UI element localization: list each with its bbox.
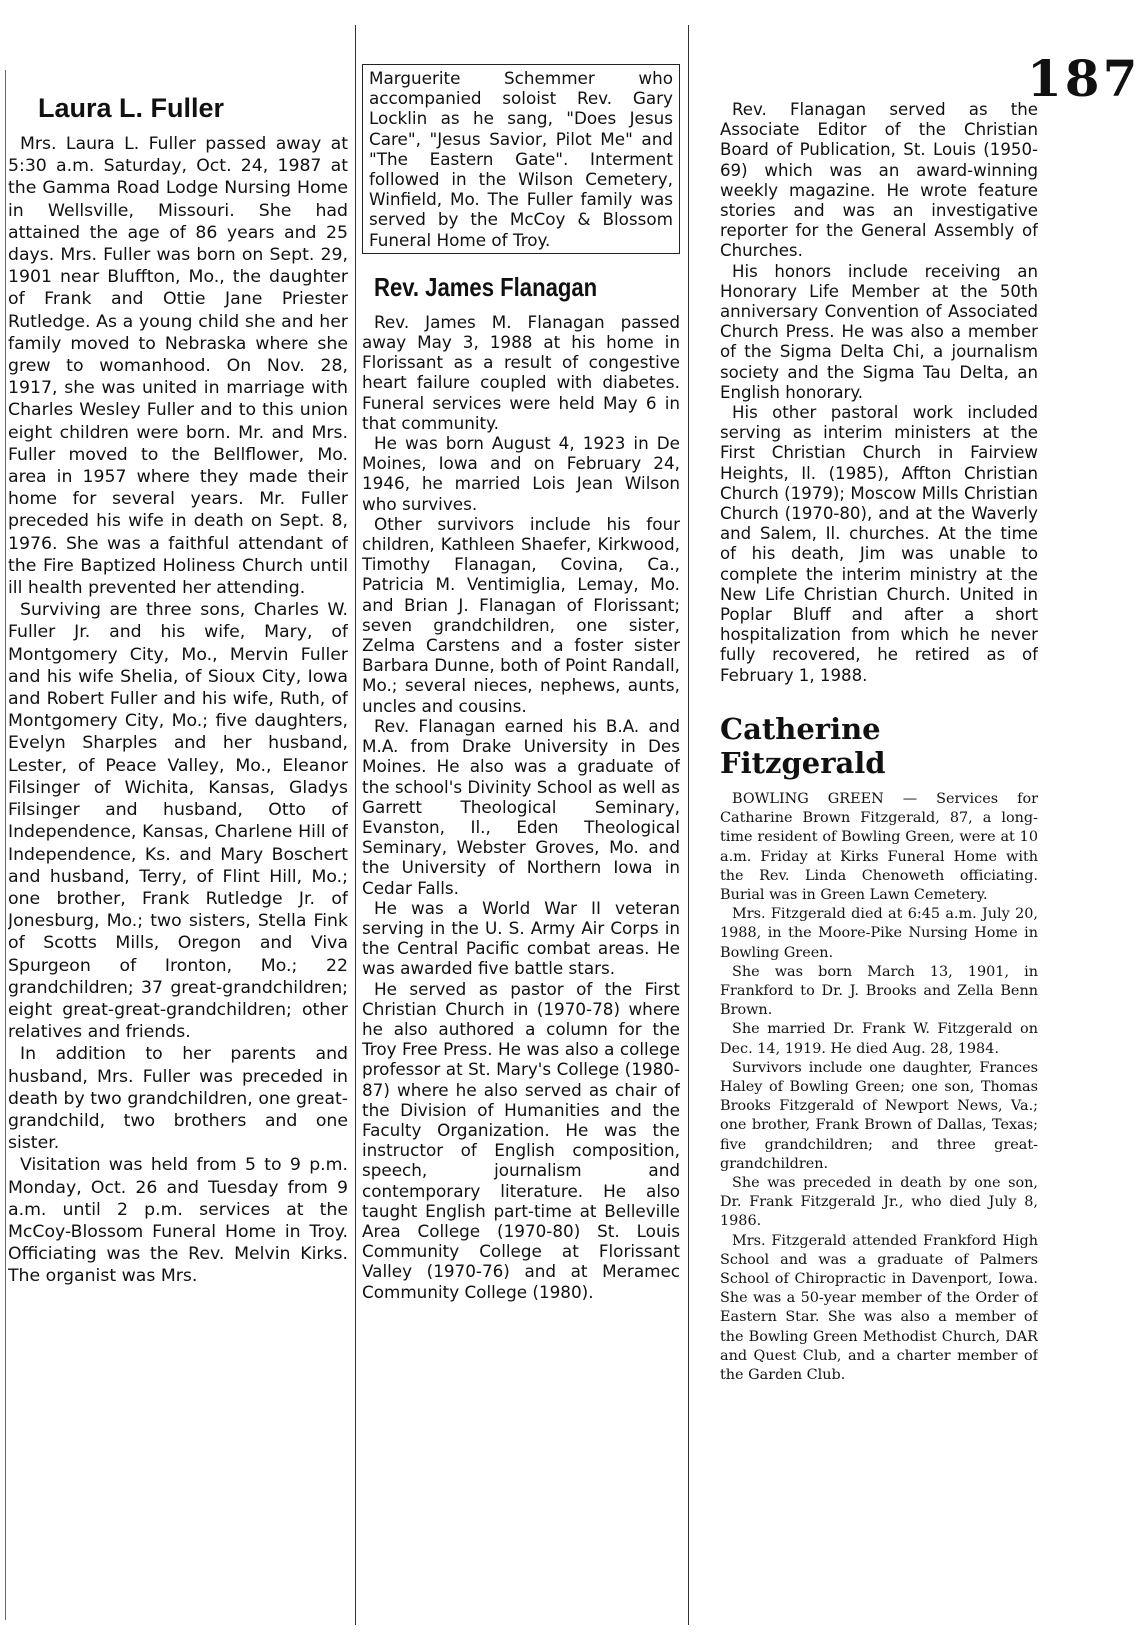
column-1 (8, 92, 348, 1634)
paragraph: Visitation was held from 5 to 9 p.m. Monday, Oct. 26 and Tuesday from 9 a.m. until 2 p.m. services at the McCoy-Blossom Funeral Home in Troy. Officiating was the Rev. Melvin Kirks. The organist was Mrs. (8, 1155, 348, 1287)
paragraph: He was a World War II veteran serving in the U. S. Army Air Corps in the Central Pacific combat areas. He was awarded five battle stars. (362, 897, 680, 979)
paragraph: Rev. Flanagan served as the Associate Editor of the Christian Board of Publication, St. Louis (1950-69) which was an award-winning weekly magazine. He wrote feature stories and was an investigative reporter for the General Assembly of Churches. (720, 100, 1038, 261)
paragraph: She married Dr. Frank W. Fitzgerald on Dec. 14, 1919. He died Aug. 28, 1984. (720, 1021, 1038, 1057)
paragraph: He served as pastor of the First Christian Church in (1970-78) where he also authored a column for the Troy Free Press. He was also a college professor at St. Mary's College (1980-87) where he also served as chair of the Division of Humanities and the Faculty Organization. He was the instructor of English composition, speech, journalism and contemporary literature. He also taught English part-time at Belleville Area College (1970-80) St. Louis Community College at Florissant Valley (1970-76) and at Meramec Community College (1980). (362, 978, 680, 1302)
paragraph: Rev. Flanagan earned his B.A. and M.A. from Drake University in Des Moines. He also was a graduate of the school's Divinity School as well as Garrett Theological Seminary, Evanston, Il., Eden Theological Seminary, Webster Groves, Mo. and the University of Northern Iowa in Cedar Falls. (362, 715, 680, 898)
paragraph: Surviving are three sons, Charles W. Fuller Jr. and his wife, Mary, of Montgomery City, Mo., Mervin Fuller and his wife Shelia, of Sioux City, Iowa and Robert Fuller and his wife, Ruth, of Montgomery City, Mo.; five daughters, Evelyn Sharples and her husband, Lester, of Peace Valley, Mo., Eleanor Filsinger of Wichita, Kansas, Gladys Filsinger and husband, Otto of Independence, Kansas, Charlene Hill of Independence, Ks. and Mary Boschert and husband, Terry, of Flint Hill, Mo.; one brother, Frank Rutledge Jr. of Jonesburg, Mo.; two sisters, Stella Fink of Scotts Mills, Oregon and Viva Spurgeon of Ironton, Mo.; 22 grandchildren; 37 great-grandchildren; eight great-great-grandchildren; other relatives and friends. (8, 600, 348, 1043)
paragraph: Mrs. Fitzgerald died at 6:45 a.m. July 20, 1988, in the Moore-Pike Nursing Home in Bowling Green. (720, 906, 1038, 961)
paragraph: Rev. James M. Flanagan passed away May 3, 1988 at his home in Florissant as a result of congestive heart failure coupled with diabetes. Funeral services were held May 6 in that community. (362, 311, 680, 433)
paragraph: She was preceded in death by one son, Dr. Frank Fitzgerald Jr., who died July 8, 1986. (720, 1174, 1038, 1230)
obituary-heading-fitzgerald: Catherine Fitzgerald (720, 711, 886, 780)
paragraph: His honors include receiving an Honorary Life Member at the 50th anniversary Convention of Associated Church Press. He was also a member of the Sigma Delta Chi, a journalism society and the Sigma Tau Delta, an English honorary. (720, 261, 1038, 402)
column-2 (362, 64, 680, 1584)
paragraph: Mrs. Fitzgerald attended Frankford High School and was a graduate of Palmers School of Chiropractic in Davenport, Iowa. She was a 50-year member of the Order of Eastern Star. She was also a member of the Bowling Green Methodist Church, DAR and Quest Club, and a charter member of the Garden Club. (720, 1232, 1038, 1383)
paragraph: Survivors include one daughter, Frances Haley of Bowling Green; one son, Thomas Brooks Fitzgerald of Newport News, Va.; one brother, Frank Brown of Dallas, Texas; five grandchildren; and three great-grandchildren. (720, 1059, 1038, 1172)
paragraph: Mrs. Laura L. Fuller passed away at 5:30 a.m. Saturday, Oct. 24, 1987 at the Gamma Road Lodge Nursing Home in Wellsville, Missouri. She had attained the age of 86 years and 25 days. Mrs. Fuller was born on Sept. 29, 1901 near Bluffton, Mo., the daughter of Frank and Ottie Jane Priester Rutledge. As a young child she and her family moved to Nebraska where she grew to womanhood. On Nov. 28, 1917, she was united in marriage with Charles Wesley Fuller and to this union eight children were born. Mr. and Mrs. Fuller moved to the Bellflower, Mo. area in 1957 where they made their home for several years. Mr. Fuller preceded his wife in death on Sept. 8, 1976. She was a faithful attendant of the Fire Baptized Holiness Church until ill health prevented her attending. (8, 134, 348, 599)
paragraph: Other survivors include his four children, Kathleen Shaefer, Kirkwood, Timothy Flanagan, Covina, Ca., Patricia M. Ventimiglia, Lemay, Mo. and Brian J. Flanagan of Florissant; seven grandchildren, one sister, Zelma Carstens and a foster sister Barbara Dunne, both of Point Randall, Mo.; several nieces, nephews, aunts, uncles and cousins. (362, 513, 680, 716)
column-rule-1 (355, 25, 356, 1625)
obituary-heading-flanagan: Rev. James Flanagan (374, 271, 598, 302)
page-number: 187 (1027, 49, 1140, 108)
paragraph: His other pastoral work included serving as interim ministers at the First Christian Church in Fairview Heights, Il. (1985), Affton Christian Church (1979); Moscow Mills Christian Church (1970-80), and at the Waverly and Salem, Il. churches. At the time of his death, Jim was unable to complete the interim ministry at the New Life Christian Church. United in Poplar Bluff and after a short hospitalization from which he never fully recovered, he retired as of February 1, 1988. (720, 403, 1038, 685)
fuller-continuation: Marguerite Schemmer who accompanied soloist Rev. Gary Locklin as he sang, "Does Jesus Care", "Jesus Savior, Pilot Me" and "The Eastern Gate". Interment followed in the Wilson Cemetery, Winfield, Mo. The Fuller family was served by the McCoy & Blossom Funeral Home of Troy. (362, 64, 680, 254)
paragraph: She was born March 13, 1901, in Frankford to Dr. J. Brooks and Zella Benn Brown. (720, 963, 1038, 1019)
obituary-heading-fuller: Laura L. Fuller (38, 93, 225, 123)
paragraph: BOWLING GREEN — Services for Catharine Brown Fitzgerald, 87, a long-time resident of Bowling Green, were at 10 a.m. Friday at Kirks Funeral Home with the Rev. Linda Chenoweth officiating. Burial was in Green Lawn Cemetery. (720, 790, 1038, 903)
column-3 (720, 100, 1038, 1620)
paragraph: He was born August 4, 1923 in De Moines, Iowa and on February 24, 1946, he married Lois Jean Wilson who survives. (362, 433, 680, 514)
column-rule-left (5, 70, 6, 1620)
column-rule-2 (688, 25, 689, 1625)
paragraph: In addition to her parents and husband, Mrs. Fuller was preceded in death by two grandchildren, one great-grandchild, two brothers and one sister. (8, 1044, 348, 1154)
